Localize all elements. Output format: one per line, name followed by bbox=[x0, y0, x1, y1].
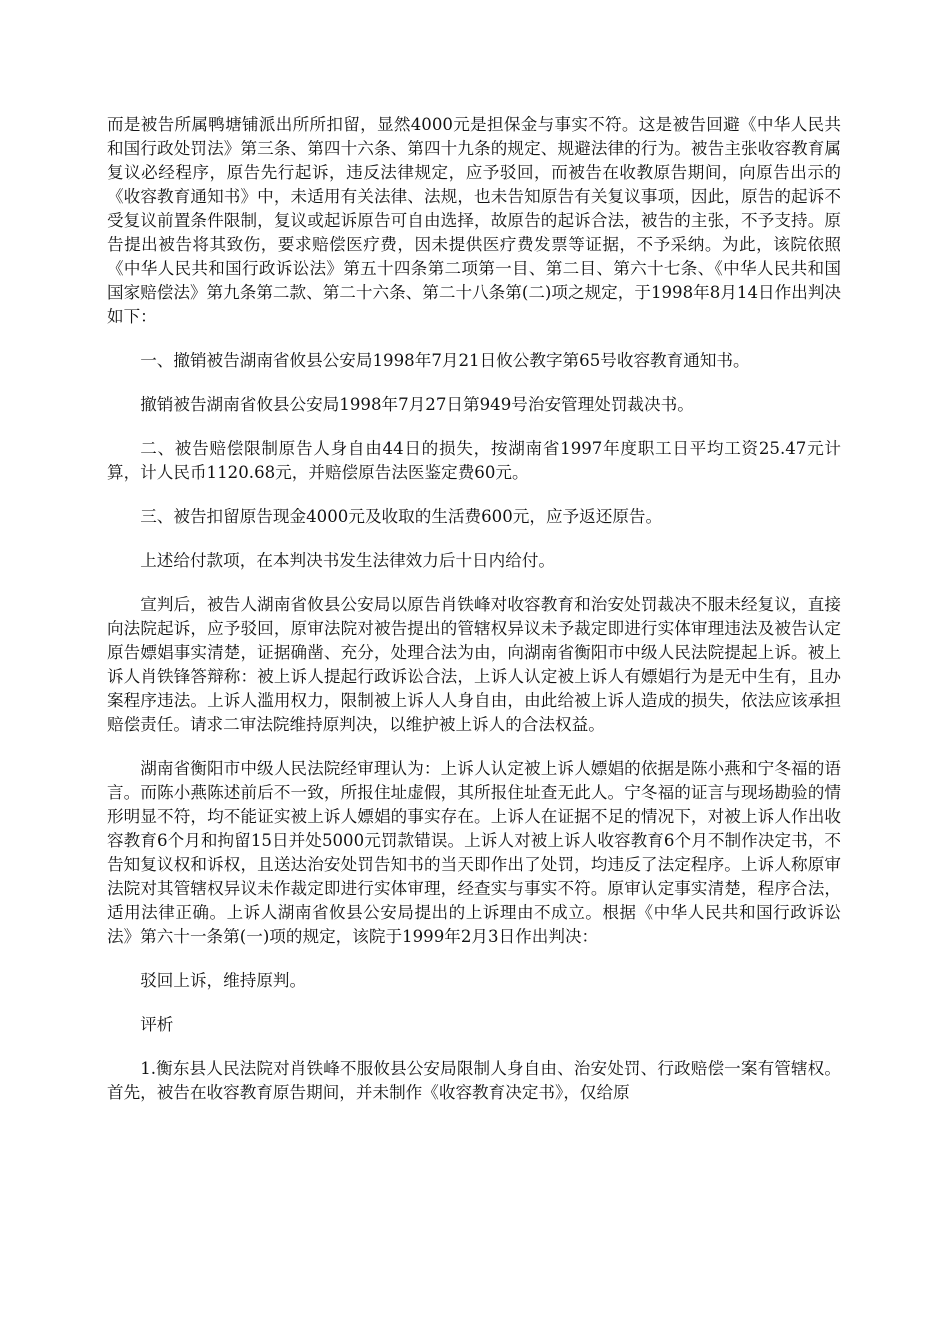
paragraph-second-instance: 湖南省衡阳市中级人民法院经审理认为：上诉人认定被上诉人嫖娼的依据是陈小燕和宁冬福的语言。而陈小燕陈述前后不一致，所报住址虚假，其所报住址查无此人。宁冬福的证言与现场勘验的情形明显不符，均不能证实被上诉人嫖娼的事实存在。上诉人在证据不足的情况下，对被上诉人作出收容教育6个月和拘留15日并处5000元罚款错误。上诉人对被上诉人收容教育6个月不制作决定书，不告知复议权和诉权，且送达治安处罚告知书的当天即作出了处罚，均违反了法定程序。上诉人称原审法院对其管辖权异议未作裁定即进行实体审理，经查实与事实不符。原审认定事实清楚，程序合法，适用法律正确。上诉人湖南省攸县公安局提出的上诉理由不成立。根据《中华人民共和国行政诉讼法》第六十一条第(一)项的规定，该院于1999年2月3日作出判决： bbox=[107, 759, 841, 946]
paragraph-ruling-item-1b: 撤销被告湖南省攸县公安局1998年7月27日第949号治安管理处罚裁决书。 bbox=[140, 395, 694, 414]
paragraph-ruling-item-3: 三、被告扣留原告现金4000元及收取的生活费600元，应予返还原告。 bbox=[140, 507, 663, 526]
section-heading-analysis: 评析 bbox=[140, 1015, 174, 1034]
document-page bbox=[107, 113, 841, 1125]
paragraph-judgment-reasoning: 而是被告所属鸭塘铺派出所所扣留，显然4000元是担保金与事实不符。这是被告回避《中华人民共和国行政处罚法》第三条、第四十六条、第四十九条的规定、规避法律的行为。被告主张收容教育属复议必经程序，原告先行起诉，违反法律规定，应予驳回，而被告在收教原告期间，向原告出示的《收容教育通知书》中，未适用有关法律、法规，也未告知原告有关复议事项，因此，原告的起诉不受复议前置条件限制，复议或起诉原告可自由选择，故原告的起诉合法，被告的主张，不予支持。原告提出被告将其致伤，要求赔偿医疗费，因未提供医疗费发票等证据，不予采纳。为此，该院依照《中华人民共和国行政诉讼法》第五十四条第二项第一目、第二目、第六十七条、《中华人民共和国国家赔偿法》第九条第二款、第二十六条、第二十八条第(二)项之规定，于1998年8月14日作出判决如下： bbox=[107, 115, 842, 326]
paragraph-analysis-1: 1.衡东县人民法院对肖铁峰不服攸县公安局限制人身自由、治安处罚、行政赔偿一案有管辖权。首先，被告在收容教育原告期间，并未制作《收容教育决定书》，仅给原 bbox=[107, 1059, 841, 1102]
paragraph-payment-deadline: 上述给付款项，在本判决书发生法律效力后十日内给付。 bbox=[140, 551, 556, 570]
paragraph-appeal: 宣判后，被告人湖南省攸县公安局以原告肖铁峰对收容教育和治安处罚裁决不服未经复议，直接向法院起诉，应予驳回，原审法院对被告提出的管辖权异议未予裁定即进行实体审理违法及被告认定原告嫖娼事实清楚，证据确凿、充分，处理合法为由，向湖南省衡阳市中级人民法院提起上诉。被上诉人肖铁锋答辩称：被上诉人提起行政诉讼合法，上诉人认定被上诉人有嫖娼行为是无中生有，且办案程序违法。上诉人滥用权力，限制被上诉人人身自由，由此给被上诉人造成的损失，依法应该承担赔偿责任。请求二审法院维持原判决，以维护被上诉人的合法权益。 bbox=[107, 595, 841, 734]
paragraph-ruling-item-1: 一、撤销被告湖南省攸县公安局1998年7月21日攸公教字第65号收容教育通知书。 bbox=[140, 351, 750, 370]
paragraph-final-ruling: 驳回上诉，维持原判。 bbox=[140, 971, 307, 990]
paragraph-ruling-item-2: 二、被告赔偿限制原告人身自由44日的损失，按湖南省1997年度职工日平均工资25.47元计算，计人民币1120.68元，并赔偿原告法医鉴定费60元。 bbox=[107, 439, 841, 482]
